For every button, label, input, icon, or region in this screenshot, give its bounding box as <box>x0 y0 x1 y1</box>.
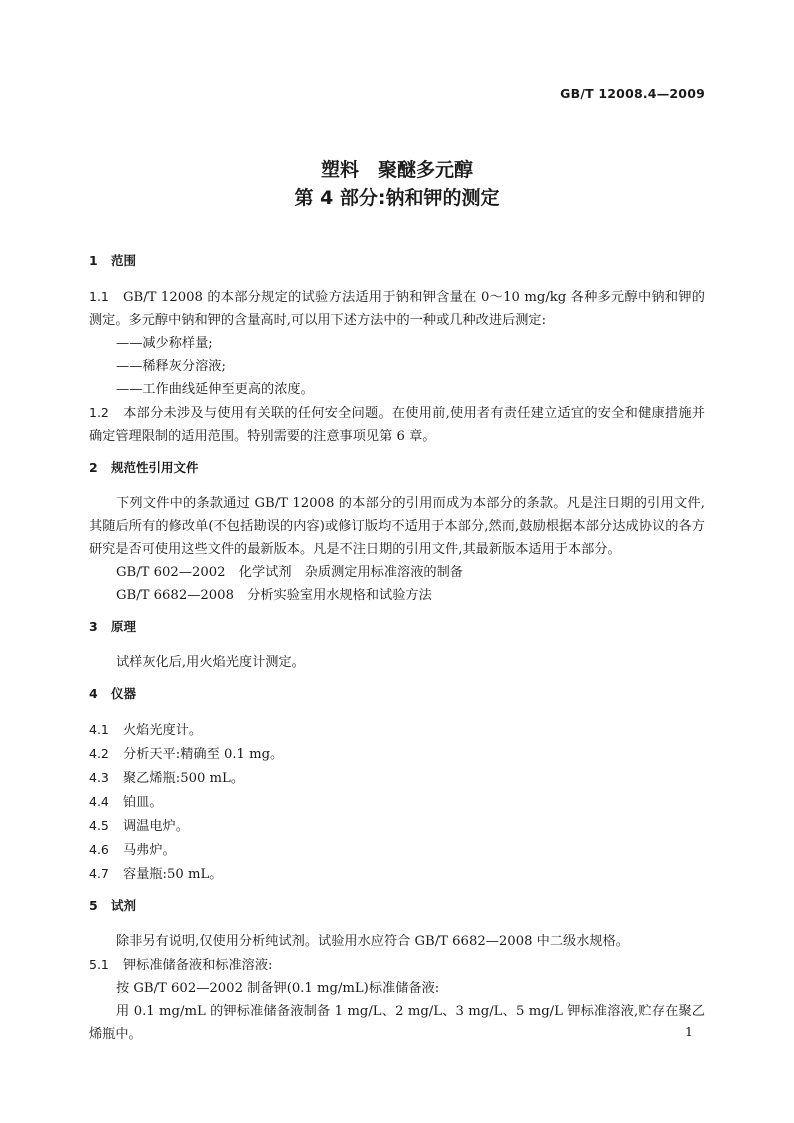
reference-item: GB/T 602—2002 化学试剂 杂质测定用标准溶液的制备 <box>116 565 463 580</box>
clause-1-1: 1.1 GB/T 12008 的本部分规定的试验方法适用于钠和钾含量在 0～10 mg/kg 各种多元醇中钠和钾的测定。多元醇中钠和钾的含量高时,可以用下述方法中的一种或几种改进后测定: <box>89 289 705 328</box>
list-item: ——稀释灰分溶液; <box>116 359 226 374</box>
paragraph: 按 GB/T 602—2002 制备钾(0.1 mg/mL)标准储备液: <box>116 981 440 996</box>
clause-4-1: 4.1 火焰光度计。 <box>89 722 203 738</box>
section-heading-4: 4 仪器 <box>89 686 137 701</box>
doc-title: 塑料 聚醚多元醇 <box>320 159 473 181</box>
section-heading-1: 1 范围 <box>89 253 137 268</box>
clause-4-4: 4.4 铂皿。 <box>89 794 163 810</box>
page-number: 1 <box>685 1024 693 1039</box>
clause-5-1: 5.1 钾标准储备液和标准溶液: <box>89 957 273 973</box>
doc-subtitle: 第 4 部分:钠和钾的测定 <box>294 187 500 209</box>
paragraph: 试样灰化后,用火焰光度计测定。 <box>116 655 305 670</box>
clause-4-7: 4.7 容量瓶:50 mL。 <box>89 866 223 882</box>
paragraph: 用 0.1 mg/mL 的钾标准储备液制备 1 mg/L、2 mg/L、3 mg/L、5 mg/L 钾标准溶液,贮存在聚乙烯瓶中。 <box>89 1004 705 1042</box>
list-item: ——工作曲线延伸至更高的浓度。 <box>116 382 314 397</box>
paragraph: 除非另有说明,仅使用分析纯试剂。试验用水应符合 GB/T 6682—2008 中二级水规格。 <box>116 934 629 949</box>
standard-code: GB/T 12008.4—2009 <box>560 86 705 101</box>
clause-4-6: 4.6 马弗炉。 <box>89 842 176 858</box>
clause-4-5: 4.5 调温电炉。 <box>89 818 189 834</box>
section-heading-5: 5 试剂 <box>89 898 137 913</box>
paragraph: 下列文件中的条款通过 GB/T 12008 的本部分的引用而成为本部分的条款。凡是注日期的引用文件,其随后所有的修改单(不包括勘误的内容)或修订版均不适用于本部分,然而,鼓励根据本部分达成协议的各方研究是否可使用这些文件的最新版本。凡是不注日期的引用文件,其最新版本适用于本部分。 <box>89 496 705 557</box>
section-heading-3: 3 原理 <box>89 619 137 634</box>
doc-body <box>89 251 705 1046</box>
clause-1-2: 1.2 本部分未涉及与使用有关联的任何安全问题。在使用前,使用者有责任建立适宜的安全和健康措施并确定管理限制的适用范围。特别需要的注意事项见第 6 章。 <box>89 405 705 444</box>
list-item: ——减少称样量; <box>116 336 213 351</box>
section-heading-2: 2 规范性引用文件 <box>89 460 199 475</box>
reference-item: GB/T 6682—2008 分析实验室用水规格和试验方法 <box>116 588 432 603</box>
clause-4-3: 4.3 聚乙烯瓶:500 mL。 <box>89 770 245 786</box>
clause-4-2: 4.2 分析天平:精确至 0.1 mg。 <box>89 746 284 762</box>
